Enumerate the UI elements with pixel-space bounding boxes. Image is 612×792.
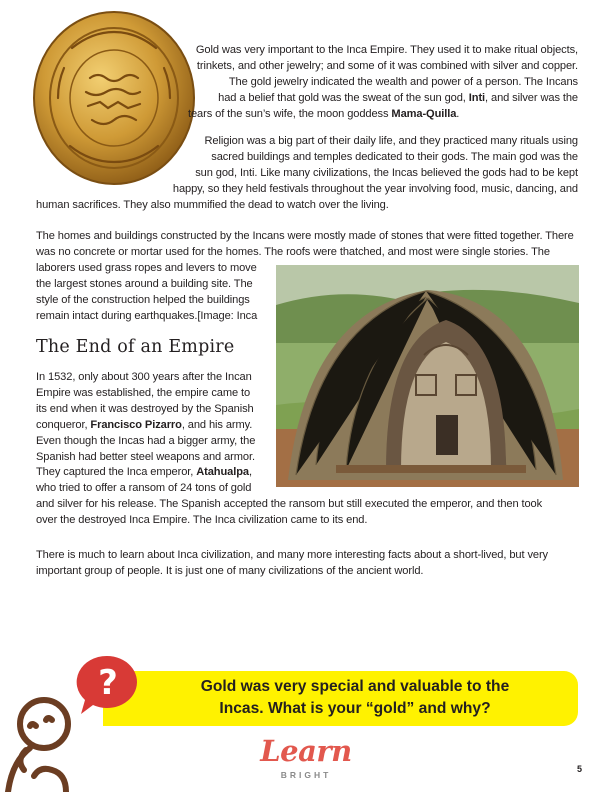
religion-line-4: happy, so they held festivals throughout the year involving food, music, dancing, and bbox=[172, 182, 578, 195]
empire-line-10: over the destroyed Inca Empire. The Inca civilization came to its end. bbox=[36, 514, 368, 527]
inti-bold: Inti bbox=[468, 91, 486, 104]
question-mark-glyph: ? bbox=[98, 663, 118, 703]
intro-paragraph bbox=[160, 43, 578, 123]
atahualpa-bold: Atahualpa bbox=[196, 466, 249, 479]
section-heading: The End of an Empire bbox=[36, 337, 235, 357]
intro-line-2: trinkets, and other jewelry; and some of it was combined with silver and copper. bbox=[196, 59, 578, 72]
closing-line-1: There is much to learn about Inca civilization, and many more interesting facts about a short-lived, but very bbox=[36, 549, 548, 561]
closing-paragraph bbox=[36, 548, 581, 580]
homes-line-6: remain intact during earthquakes.[Image: Inca bbox=[36, 309, 258, 322]
intro-line-5-tail: . bbox=[456, 107, 460, 120]
intro-line-4-tail: , and silver was the bbox=[485, 91, 578, 104]
logo-sub: BRIGHT bbox=[280, 770, 332, 780]
empire-line-9: and silver for his release. The Spanish accepted the ransom but still executed the emperor, and then took bbox=[36, 498, 543, 511]
intro-line-5-text: tears of the sun’s wife, the moon goddess bbox=[188, 107, 392, 120]
religion-line-2: sacred buildings and temples dedicated to their gods. The main god was the bbox=[211, 150, 578, 163]
intro-line-1: Gold was very important to the Inca Empire. They used it to make ritual objects, bbox=[195, 44, 578, 56]
empire-line-3: its end when it was destroyed by the Spanish bbox=[36, 402, 254, 415]
callout-line-1: Gold was very special and valuable to the bbox=[200, 678, 510, 695]
empire-line-7 bbox=[36, 465, 581, 481]
learn-bright-logo bbox=[244, 730, 368, 786]
empire-line-4-pre: conqueror, bbox=[36, 418, 91, 431]
religion-line-3: sun god, Inti. Like many civilizations, the Incas believed the gods had to be kept bbox=[195, 166, 578, 179]
callout-line-2: Incas. What is your “gold” and why? bbox=[219, 700, 491, 717]
pizarro-bold: Francisco Pizarro bbox=[90, 418, 182, 431]
religion-line-5: human sacrifices. They also mummified the dead to watch over the living. bbox=[36, 198, 389, 211]
empire-line-1: In 1532, only about 300 years after the Incan bbox=[36, 371, 252, 383]
empire-line-4-post: , and his army. bbox=[181, 418, 253, 431]
homes-line-4: the largest stones around a building site. The bbox=[36, 277, 253, 290]
intro-line-3: The gold jewelry indicated the wealth and power of a person. The Incans bbox=[228, 75, 578, 88]
page-number: 5 bbox=[577, 764, 583, 774]
religion-line-1: Religion was a big part of their daily life, and they practiced many rituals using bbox=[204, 135, 578, 147]
empire-line-4 bbox=[36, 418, 581, 434]
intro-line-4-text: had a belief that gold was the sweat of the sun god, bbox=[218, 91, 469, 104]
thinking-person-icon bbox=[0, 690, 86, 792]
empire-line-6: Spanish had better steel weapons and armor. bbox=[36, 450, 255, 463]
homes-line-1: The homes and buildings constructed by the Incans were mostly made of stones that were fitted together. There bbox=[36, 230, 574, 242]
empire-line-7-pre: They captured the Inca emperor, bbox=[36, 466, 197, 479]
empire-line-7-post: , bbox=[248, 466, 252, 479]
closing-line-2: important group of people. It is just one of many civilizations of the ancient world. bbox=[36, 564, 424, 577]
homes-line-5: style of the construction helped the buildings bbox=[36, 293, 250, 306]
empire-paragraph bbox=[36, 370, 581, 529]
empire-line-2: Empire was established, the empire came to bbox=[36, 386, 251, 399]
intro-line-5 bbox=[160, 107, 578, 123]
intro-line-4 bbox=[160, 91, 578, 107]
homes-line-3: laborers used grass ropes and levers to move bbox=[36, 261, 257, 274]
homes-line-2: was no concrete or mortar used for the homes. The roofs were thatched, and most were single stories. The bbox=[36, 245, 550, 258]
religion-paragraph bbox=[36, 134, 578, 214]
callout-question bbox=[140, 676, 570, 720]
logo-word: Learn bbox=[260, 734, 352, 768]
mama-quilla-bold: Mama-Quilla bbox=[391, 107, 457, 120]
empire-line-8: who tried to offer a ransom of 24 tons of gold bbox=[36, 482, 252, 495]
empire-line-5: Even though the Incas had a bigger army, the bbox=[36, 434, 256, 447]
